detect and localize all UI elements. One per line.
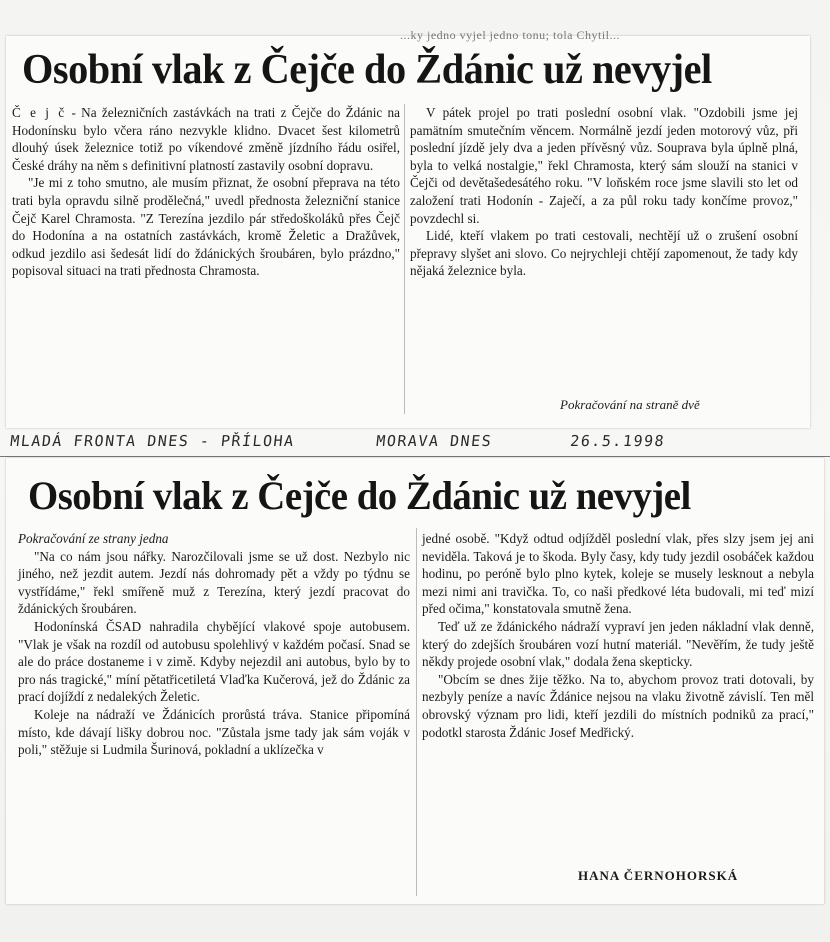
handwritten-date: 26.5.1998 bbox=[569, 432, 667, 450]
headline-front: Osobní vlak z Čejče do Ždánic už nevyjel bbox=[22, 47, 712, 93]
article2-column-2 bbox=[422, 530, 814, 741]
top-cut-fragment: ...ky jedno vyjel jedno tonu; tola Chytil... bbox=[400, 28, 620, 42]
article1-paragraph-2: "Je mi z toho smutno, ale musím přiznat, že osobní přeprava na této trati byla opravdu silně prodělečná," uvedl přednosta železniční stanice Čejč Karel Chramosta. "Z Terezína jezdilo pár středoškoláků přes Čejč do Hodonína a na ostatních zastávkách, kromě Želetic a Dražůvek, odkud jezdilo asi šedesát lidí do ždánických šroubáren, bylo prázdno," popisoval situaci na trati přednosta Chramosta. bbox=[12, 175, 400, 279]
handwritten-source: MLADÁ FRONTA DNES - PŘÍLOHA bbox=[9, 432, 296, 450]
article2-paragraph-6: "Obcím se dnes žije těžko. Na to, abychom provoz trati dotovali, by nezbyly peníze a navíc Ždánice nejsou na vlaku životně závislí. Ten měl obrovský význam pro lidi, kteří jezdili do místních podniků za prací," podotkl starosta Ždánic Josef Medřický. bbox=[422, 671, 814, 740]
column-divider bbox=[416, 528, 417, 896]
article1-paragraph-4: Lidé, kteří vlakem po trati cestovali, nechtějí už o zrušení osobní přepravy slyšet ani slovo. Co nejrychleji chtějí zapomenout, že tady kdy nějaká železnice byla. bbox=[410, 228, 798, 279]
article2-paragraph-4: jedné osobě. "Když odtud odjížděl poslední vlak, přes slzy jsem jej ani neviděla. Taková je to škoda. Byly časy, kdy tudy jezdil osobáček každou hodinu, po peróně bylo plno kytek, koleje se musely lesknout a nebyla mezi nimi ani travička. To, co naši předkové léta budovali, mi teď mizí před očima," konstatovala smutně žena. bbox=[422, 531, 814, 617]
article2-column-1 bbox=[18, 530, 410, 759]
clipping-separator bbox=[0, 456, 830, 457]
headline-continued: Osobní vlak z Čejče do Ždánic už nevyjel bbox=[28, 473, 691, 518]
continued-note: Pokračování na straně dvě bbox=[560, 397, 700, 412]
article1-paragraph-3: V pátek projel po trati poslední osobní vlak. "Ozdobili jsme jej pamätním smutečním věncem. Normálně jezdí jeden motorový vůz, při poslední jízdě jely dva a jeden přívěsný vůz. Souprava byla úplně plná, byla to velká nostalgie," řekl Chramosta, který sám slouží na stanici v Čejči od devětašedesátého roku. "V loňském roce jsme slavili sto let od založení trati Hodonín - Zaječí, a za půl roku tady končíme provoz," povzdechl si. bbox=[410, 105, 798, 226]
byline: HANA ČERNOHORSKÁ bbox=[578, 868, 739, 883]
handwritten-source-note bbox=[9, 432, 772, 456]
article2-paragraph-3: Koleje na nádraží ve Ždánicích prorůstá tráva. Stanice připomíná místo, kde dávají lišky dobrou noc. "Zůstala jsme tady jak sám voják v poli," stěžuje si Ludmila Šurinová, pokladní a uklízečka v bbox=[18, 706, 410, 758]
article2-paragraph-1: "Na co nám jsou nářky. Narozčilovali jsme se už dost. Nezbylo nic jiného, než jezdit autem. Jezdí nás dohromady pět a vždy po týdnu se vystřídáme," řekl smířeně muž z Terezína, který jezdí pracovat do ždánických šroubáren. bbox=[18, 548, 410, 617]
article1-column-1 bbox=[12, 104, 400, 280]
handwritten-section: MORAVA DNES bbox=[375, 432, 494, 450]
article2-paragraph-2: Hodonínská ČSAD nahradila chybějící vlakové spoje autobusem. "Vlak je však na rozdíl od autobusu spolehlivý v každém počasí. Snad se ale do práce dostaneme i v zimě. Kdyby nejezdil ani autobus, bylo by to pro nás tragické," míní pětatřicetiletá Vlaďka Kučerová, jež do Ždánic za prací dojíždí z nedalekých Želetic. bbox=[18, 618, 410, 705]
continued-from-note: Pokračování ze strany jedna bbox=[18, 531, 169, 546]
column-divider bbox=[404, 104, 405, 414]
article2-paragraph-5: Teď už ze ždánického nádraží vypraví jen jeden nákladní vlak denně, který do zdejších šroubáren vozí hutní materiál. "Nevěřím, že tudy ještě někdy projede osobní vlak," dodala žena skepticky. bbox=[422, 618, 814, 670]
article1-paragraph-1: Č e j č - Na železničních zastávkách na trati z Čejče do Ždánic na Hodonínsku bylo včera ráno nezvykle klidno. Dvacet šest kilometrů dlouhý úsek železnice totiž po víkendové změně jízdního řádu osiřel, České dráhy na něm s definitivní platností zastavily osobní dopravu. bbox=[12, 105, 400, 173]
dateline: Č e j č bbox=[12, 105, 67, 120]
article1-column-2 bbox=[410, 104, 798, 280]
